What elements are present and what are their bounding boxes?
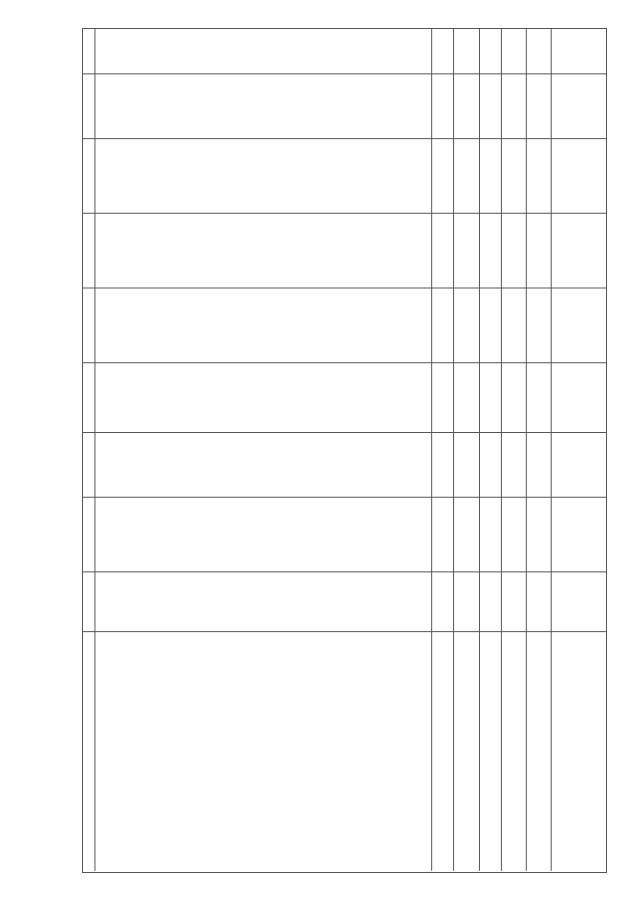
rotated-data-table	[82, 28, 607, 873]
table-grid	[83, 29, 606, 871]
